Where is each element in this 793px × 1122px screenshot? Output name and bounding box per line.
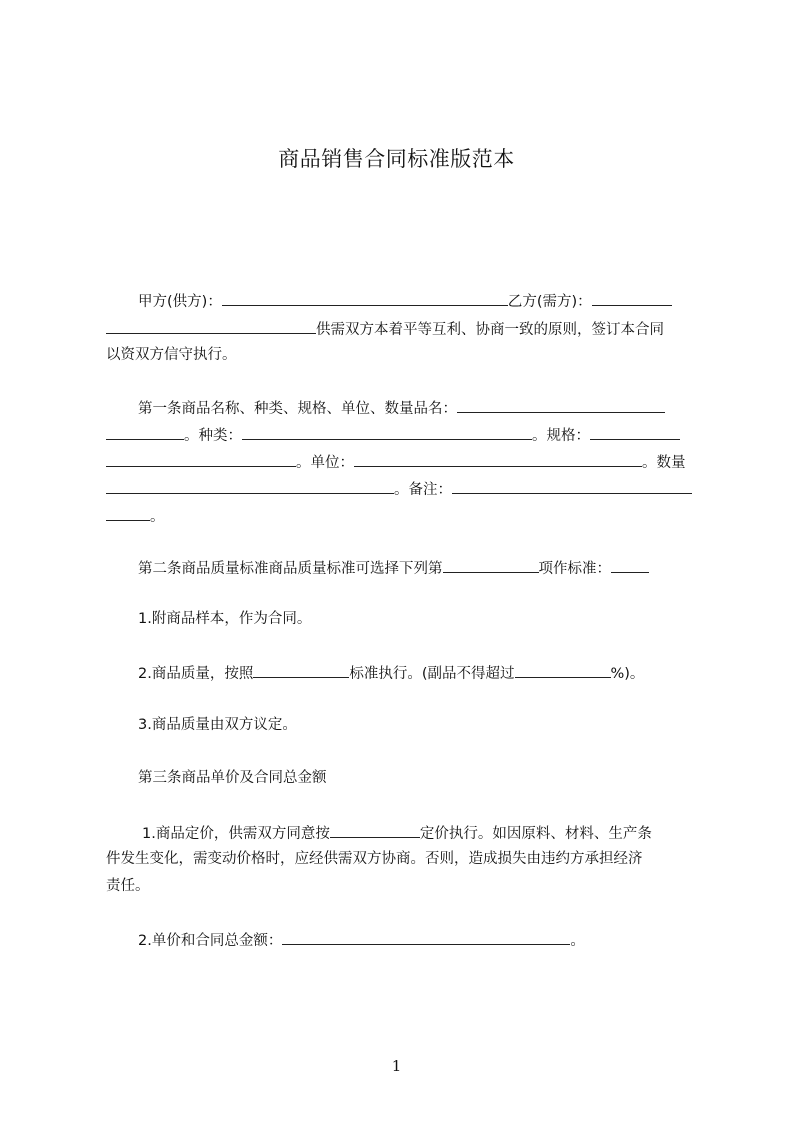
principle-text: 供需双方本着平等互利、协商一致的原则，签订本合同: [316, 322, 664, 338]
quality-item-2-end: %)。: [610, 666, 645, 682]
party-line-1: [138, 292, 672, 310]
price-item-1-text: 1.商品定价，供需双方同意按: [142, 826, 330, 842]
price-item-1-line-3: 责任。: [106, 878, 150, 894]
price-item-1-line-1: [142, 824, 652, 842]
price-item-2-end: 。: [570, 933, 585, 949]
standard-label: 项作标准：: [538, 561, 611, 577]
kind-blank: [242, 426, 532, 440]
product-name-blank-cont: [106, 426, 184, 440]
article-1-line-3: [106, 453, 686, 471]
article-1-heading: 第一条商品名称、种类、规格、单位、数量品名：: [138, 401, 457, 417]
article-1-line-4: [106, 480, 692, 498]
principle-text-cont: 以资双方信守执行。: [106, 347, 237, 363]
quality-standard-blank: [253, 664, 349, 678]
product-name-blank: [457, 399, 665, 413]
article-1-end: 。: [150, 509, 165, 525]
article-1-line-5: [106, 507, 165, 525]
article-2-line: [138, 559, 649, 577]
party-a-blank: [222, 292, 508, 306]
standard-item-blank: [443, 559, 539, 573]
unit-blank: [354, 453, 642, 467]
standard-blank: [611, 559, 649, 573]
spec-label: 。规格：: [532, 428, 590, 444]
article-1-line-1: [138, 399, 665, 417]
price-item-2-text: 2.单价和合同总金额：: [138, 933, 283, 949]
article-2-heading: 第二条商品质量标准商品质量标准可选择下列第: [138, 561, 443, 577]
remark-blank-cont: [106, 507, 150, 521]
article-3-heading: 第三条商品单价及合同总金额: [138, 770, 327, 786]
defect-ratio-blank: [515, 664, 611, 678]
party-line-3: [106, 347, 237, 363]
page-number: 1: [391, 1057, 402, 1075]
party-a-label: 甲方(供方)：: [138, 294, 222, 310]
party-line-2: [106, 320, 664, 338]
spec-blank-cont: [106, 453, 296, 467]
price-item-1-text-2: 定价执行。如因原料、材料、生产条: [419, 826, 652, 842]
quality-item-2-text: 2.商品质量，按照: [138, 666, 254, 682]
party-b-blank: [592, 292, 672, 306]
party-b-label: 乙方(需方)：: [507, 294, 592, 310]
unit-label: 。单位：: [296, 455, 354, 471]
total-amount-blank: [282, 931, 570, 945]
price-item-1-line-2: 件发生变化，需变动价格时，应经供需双方协商。否则，造成损失由违约方承担经济: [106, 851, 643, 867]
document-title: 商品销售合同标准版范本: [278, 147, 515, 171]
quality-item-3: 3.商品质量由双方议定。: [138, 717, 297, 733]
price-item-2: [138, 931, 585, 949]
quality-item-2: [138, 664, 644, 682]
quality-item-2-text-2: 标准执行。(副品不得超过: [349, 666, 515, 682]
kind-label: 。种类：: [184, 428, 242, 444]
party-b-blank-cont: [106, 320, 316, 334]
quantity-blank: [106, 480, 394, 494]
article-1-line-2: [106, 426, 680, 444]
quantity-label: 。数量: [642, 455, 686, 471]
remark-label: 。备注：: [394, 482, 452, 498]
quality-item-1: 1.附商品样本，作为合同。: [138, 611, 312, 627]
pricing-basis-blank: [330, 824, 420, 838]
spec-blank: [590, 426, 680, 440]
remark-blank: [452, 480, 692, 494]
